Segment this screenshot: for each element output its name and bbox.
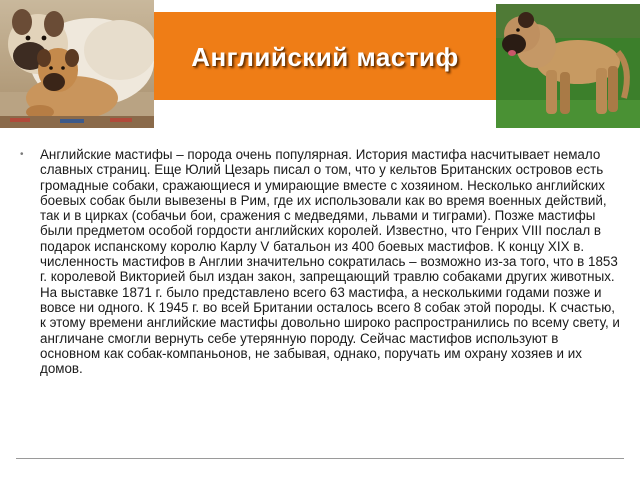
bullet-marker: • [20, 149, 24, 160]
mastiffs-lying-photo [0, 0, 154, 128]
mastiff-standing-photo [496, 4, 640, 128]
bottom-divider [16, 458, 624, 459]
slide-title: Английский мастиф [191, 42, 459, 72]
body-paragraph: Английские мастифы – порода очень популярная. История мастифа насчитывает немало славных страниц. Еще Юлий Цезарь писал о том, что у кельтов Британских островов есть громадные собаки, сражающиеся и умирающие вместе с хозяином. Несколько английских боевых собак были вывезены в Рим, где их использовали как во время военных действий, так и в цирках (собачьи бои, сражения с медведями, львами и тиграми). Позже мастифы были предметом особой гордости английских королей. Известно, что Генрих VIII послал в подарок испанскому королю Карлу V батальон из 400 боевых мастифов. К концу XIX в. численность мастифов в Англии значительно сократилась – возможно из-за того, что в 1853 г. королевой Викторией был издан закон, запрещающий травлю собаками других животных. На выставке 1871 г. было представлено всего 63 мастифа, а несколькими годами позже и вовсе ни одного. К 1945 г. во всей Британии осталось всего 8 собак этой породы. К счастью, к этому времени английские мастифы довольно широко распространились по всему свету, и англичане смогли вернуть себе утерянную породу. Сейчас мастифов используют в основном как собак-компаньонов, не забывая, однако, поручать им охрану хозяев и их домов. [40, 147, 620, 377]
